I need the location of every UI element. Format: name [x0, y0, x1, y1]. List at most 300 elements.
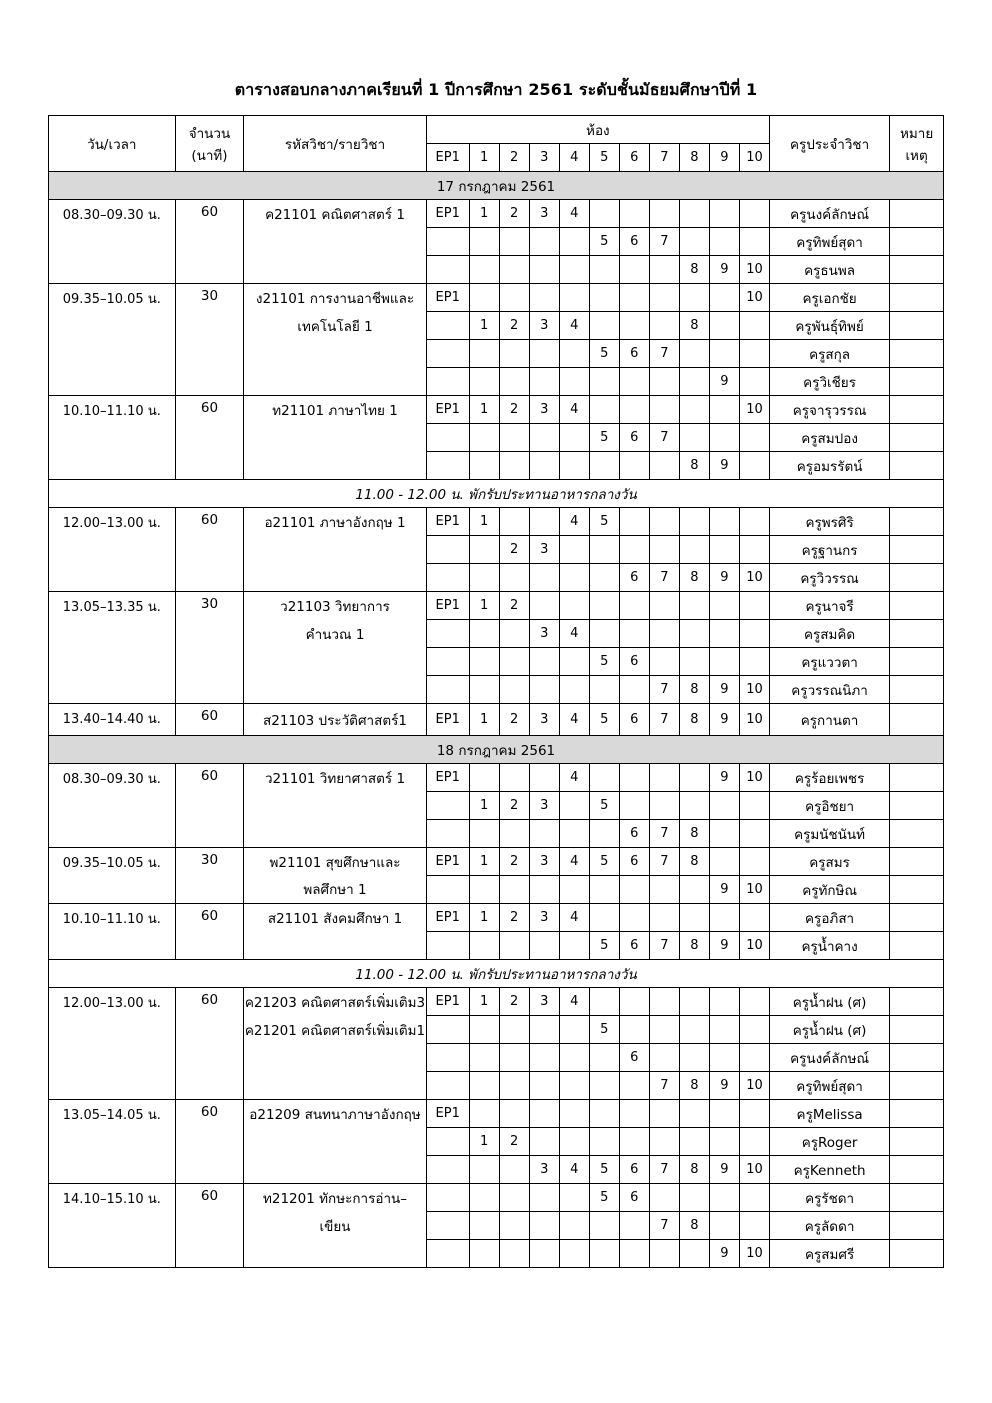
- cell-room-ep1: [426, 648, 469, 676]
- cell-room-2: 2: [499, 200, 529, 228]
- table-row: [49, 1100, 944, 1128]
- cell-room-2: [499, 1212, 529, 1240]
- cell-room-7: [649, 1184, 679, 1212]
- cell-subject: ค21203 คณิตศาสตร์เพิ่มเติม3: [244, 988, 426, 1016]
- cell-room-9: 9: [709, 704, 739, 736]
- table-row: [49, 396, 944, 424]
- cell-subject: ว21103 วิทยาการ: [244, 592, 426, 620]
- cell-subject: ค21101 คณิตศาสตร์ 1: [244, 200, 426, 228]
- col-day-time: วัน/เวลา: [49, 116, 176, 172]
- cell-time: 08.30–09.30 น.: [49, 764, 176, 848]
- cell-room-9: 9: [709, 764, 739, 792]
- cell-room-5: 5: [589, 424, 619, 452]
- cell-room-4: [559, 1100, 589, 1128]
- cell-room-7: [649, 536, 679, 564]
- cell-room-ep1: [426, 256, 469, 284]
- cell-room-4: [559, 368, 589, 396]
- cell-room-8: [679, 1184, 709, 1212]
- cell-note: [890, 312, 944, 340]
- cell-room-3: [529, 368, 559, 396]
- cell-room-6: [619, 256, 649, 284]
- cell-room-2: [499, 820, 529, 848]
- cell-room-6: [619, 452, 649, 480]
- cell-room-3: [529, 1128, 559, 1156]
- cell-room-4: [559, 536, 589, 564]
- cell-teacher: ครูวิวรรณ: [770, 564, 890, 592]
- cell-room-1: [469, 564, 499, 592]
- cell-room-6: [619, 200, 649, 228]
- cell-room-9: [709, 284, 739, 312]
- cell-note: [890, 1072, 944, 1100]
- cell-minutes: 60: [175, 200, 244, 284]
- cell-room-ep1: EP1: [426, 508, 469, 536]
- cell-subject: [244, 1128, 426, 1156]
- cell-subject: คำนวณ 1: [244, 620, 426, 648]
- cell-note: [890, 820, 944, 848]
- cell-room-6: [619, 396, 649, 424]
- cell-subject: ง21101 การงานอาชีพและ: [244, 284, 426, 312]
- cell-teacher: ครูฐานกร: [770, 536, 890, 564]
- cell-room-8: [679, 368, 709, 396]
- room-col-10: 10: [739, 144, 769, 172]
- cell-room-2: [499, 648, 529, 676]
- cell-subject: [244, 228, 426, 256]
- cell-note: [890, 848, 944, 876]
- day-header-row: [49, 736, 944, 764]
- cell-room-1: [469, 1100, 499, 1128]
- cell-room-10: [739, 1128, 769, 1156]
- cell-note: [890, 592, 944, 620]
- cell-room-5: 5: [589, 508, 619, 536]
- col-note: [890, 116, 944, 172]
- cell-room-8: 8: [679, 848, 709, 876]
- cell-room-3: [529, 228, 559, 256]
- cell-room-2: [499, 340, 529, 368]
- cell-room-9: [709, 1016, 739, 1044]
- cell-room-ep1: EP1: [426, 764, 469, 792]
- cell-room-10: 10: [739, 876, 769, 904]
- table-row: [49, 764, 944, 792]
- cell-room-5: 5: [589, 1184, 619, 1212]
- col-subject: รหัสวิชา/รายวิชา: [244, 116, 426, 172]
- cell-room-5: [589, 764, 619, 792]
- cell-room-8: 8: [679, 452, 709, 480]
- cell-note: [890, 1212, 944, 1240]
- cell-room-5: [589, 1100, 619, 1128]
- cell-room-5: [589, 536, 619, 564]
- cell-subject: [244, 676, 426, 704]
- col-minutes: [175, 116, 244, 172]
- cell-teacher: ครูวิเชียร: [770, 368, 890, 396]
- cell-room-5: [589, 1044, 619, 1072]
- cell-room-ep1: [426, 1212, 469, 1240]
- cell-room-3: 3: [529, 200, 559, 228]
- cell-minutes: 60: [175, 1100, 244, 1184]
- cell-room-7: 7: [649, 932, 679, 960]
- cell-room-3: [529, 932, 559, 960]
- cell-room-1: [469, 536, 499, 564]
- cell-room-2: [499, 1072, 529, 1100]
- cell-room-1: 1: [469, 904, 499, 932]
- cell-room-10: 10: [739, 564, 769, 592]
- cell-room-1: [469, 228, 499, 256]
- cell-room-3: [529, 1184, 559, 1212]
- cell-room-2: [499, 256, 529, 284]
- cell-room-1: [469, 1072, 499, 1100]
- cell-room-9: 9: [709, 676, 739, 704]
- cell-subject: [244, 564, 426, 592]
- cell-room-7: 7: [649, 1156, 679, 1184]
- cell-subject: [244, 536, 426, 564]
- cell-room-ep1: [426, 1184, 469, 1212]
- cell-room-9: [709, 648, 739, 676]
- cell-room-ep1: EP1: [426, 904, 469, 932]
- cell-room-2: [499, 452, 529, 480]
- cell-room-9: [709, 200, 739, 228]
- cell-room-4: [559, 1128, 589, 1156]
- cell-subject: เขียน: [244, 1212, 426, 1240]
- cell-room-9: 9: [709, 564, 739, 592]
- cell-room-2: [499, 424, 529, 452]
- cell-subject: [244, 1044, 426, 1072]
- cell-room-9: 9: [709, 368, 739, 396]
- cell-room-5: [589, 256, 619, 284]
- cell-room-6: 6: [619, 648, 649, 676]
- cell-room-5: 5: [589, 340, 619, 368]
- cell-room-1: [469, 368, 499, 396]
- cell-room-1: 1: [469, 312, 499, 340]
- cell-room-3: [529, 1016, 559, 1044]
- cell-note: [890, 620, 944, 648]
- cell-room-7: [649, 396, 679, 424]
- cell-room-1: [469, 284, 499, 312]
- cell-room-4: [559, 228, 589, 256]
- cell-room-7: [649, 312, 679, 340]
- cell-room-1: [469, 764, 499, 792]
- cell-subject: [244, 792, 426, 820]
- cell-note: [890, 1016, 944, 1044]
- cell-room-10: [739, 508, 769, 536]
- cell-room-ep1: [426, 228, 469, 256]
- cell-room-7: [649, 904, 679, 932]
- cell-room-6: [619, 284, 649, 312]
- cell-room-8: 8: [679, 932, 709, 960]
- cell-room-9: [709, 1044, 739, 1072]
- cell-room-ep1: EP1: [426, 200, 469, 228]
- cell-room-8: [679, 536, 709, 564]
- cell-room-3: [529, 1240, 559, 1268]
- cell-note: [890, 536, 944, 564]
- cell-room-9: [709, 792, 739, 820]
- cell-room-3: [529, 508, 559, 536]
- cell-room-6: 6: [619, 932, 649, 960]
- cell-room-6: [619, 1100, 649, 1128]
- cell-room-1: [469, 1184, 499, 1212]
- cell-room-4: [559, 1072, 589, 1100]
- table-row: [49, 592, 944, 620]
- room-col-8: 8: [679, 144, 709, 172]
- cell-room-2: 2: [499, 312, 529, 340]
- cell-room-ep1: EP1: [426, 1100, 469, 1128]
- cell-room-8: [679, 792, 709, 820]
- cell-minutes: 60: [175, 988, 244, 1100]
- cell-room-5: [589, 452, 619, 480]
- cell-room-6: 6: [619, 704, 649, 736]
- cell-note: [890, 228, 944, 256]
- cell-subject: ว21101 วิทยาศาสตร์ 1: [244, 764, 426, 792]
- cell-room-7: [649, 256, 679, 284]
- cell-subject: [244, 820, 426, 848]
- cell-teacher: ครูสมศรี: [770, 1240, 890, 1268]
- cell-room-5: [589, 988, 619, 1016]
- cell-room-9: 9: [709, 1072, 739, 1100]
- cell-room-9: [709, 396, 739, 424]
- cell-room-8: [679, 764, 709, 792]
- lunch-label: 11.00 - 12.00 น. พักรับประทานอาหารกลางวัน: [49, 960, 944, 988]
- cell-room-1: 1: [469, 1128, 499, 1156]
- cell-room-2: [499, 564, 529, 592]
- cell-room-8: 8: [679, 1156, 709, 1184]
- cell-room-7: [649, 988, 679, 1016]
- cell-room-1: [469, 876, 499, 904]
- cell-note: [890, 424, 944, 452]
- cell-room-3: [529, 820, 559, 848]
- cell-minutes: 60: [175, 904, 244, 960]
- cell-room-ep1: EP1: [426, 284, 469, 312]
- col-minutes-line1: จำนวน: [188, 125, 231, 142]
- cell-room-5: [589, 564, 619, 592]
- cell-time: 10.10–11.10 น.: [49, 396, 176, 480]
- cell-room-3: 3: [529, 704, 559, 736]
- cell-room-4: [559, 424, 589, 452]
- cell-room-9: [709, 1212, 739, 1240]
- cell-room-1: [469, 1212, 499, 1240]
- cell-room-8: [679, 424, 709, 452]
- cell-room-2: 2: [499, 592, 529, 620]
- cell-room-10: 10: [739, 676, 769, 704]
- cell-room-6: [619, 592, 649, 620]
- cell-room-5: [589, 396, 619, 424]
- cell-room-6: 6: [619, 340, 649, 368]
- cell-time: 08.30–09.30 น.: [49, 200, 176, 284]
- cell-subject: พ21101 สุขศึกษาและ: [244, 848, 426, 876]
- cell-room-1: [469, 820, 499, 848]
- cell-room-9: 9: [709, 1240, 739, 1268]
- cell-room-2: 2: [499, 536, 529, 564]
- cell-room-4: 4: [559, 1156, 589, 1184]
- cell-room-2: 2: [499, 792, 529, 820]
- cell-room-9: [709, 228, 739, 256]
- cell-room-3: 3: [529, 988, 559, 1016]
- cell-room-4: [559, 932, 589, 960]
- col-note-line2: เหตุ: [905, 147, 928, 164]
- cell-room-3: [529, 256, 559, 284]
- cell-note: [890, 256, 944, 284]
- cell-room-10: [739, 200, 769, 228]
- cell-room-10: [739, 1212, 769, 1240]
- cell-note: [890, 1044, 944, 1072]
- cell-room-ep1: [426, 368, 469, 396]
- cell-teacher: ครูน้ำฝน (ศ): [770, 1016, 890, 1044]
- cell-room-3: [529, 1044, 559, 1072]
- cell-subject: อ21101 ภาษาอังกฤษ 1: [244, 508, 426, 536]
- cell-room-10: [739, 340, 769, 368]
- cell-room-5: [589, 1128, 619, 1156]
- cell-teacher: ครูจารุวรรณ: [770, 396, 890, 424]
- cell-room-5: [589, 1240, 619, 1268]
- cell-room-ep1: EP1: [426, 396, 469, 424]
- cell-room-10: [739, 1044, 769, 1072]
- cell-room-9: [709, 1128, 739, 1156]
- cell-room-9: 9: [709, 256, 739, 284]
- cell-subject: [244, 340, 426, 368]
- cell-room-10: [739, 592, 769, 620]
- cell-room-3: [529, 676, 559, 704]
- cell-room-4: [559, 256, 589, 284]
- cell-room-1: 1: [469, 508, 499, 536]
- cell-minutes: 60: [175, 508, 244, 592]
- cell-room-2: [499, 876, 529, 904]
- cell-room-8: [679, 988, 709, 1016]
- cell-room-4: [559, 1044, 589, 1072]
- cell-room-ep1: [426, 1016, 469, 1044]
- cell-room-9: [709, 904, 739, 932]
- cell-note: [890, 396, 944, 424]
- cell-room-2: [499, 368, 529, 396]
- cell-room-5: 5: [589, 1016, 619, 1044]
- cell-teacher: ครูลัดดา: [770, 1212, 890, 1240]
- cell-room-5: [589, 676, 619, 704]
- cell-subject: [244, 932, 426, 960]
- cell-subject: [244, 256, 426, 284]
- cell-room-ep1: EP1: [426, 592, 469, 620]
- cell-room-6: [619, 312, 649, 340]
- cell-room-10: [739, 792, 769, 820]
- cell-room-4: 4: [559, 396, 589, 424]
- cell-room-7: 7: [649, 704, 679, 736]
- cell-room-ep1: [426, 1128, 469, 1156]
- cell-subject: [244, 424, 426, 452]
- cell-room-8: [679, 592, 709, 620]
- cell-note: [890, 200, 944, 228]
- cell-room-10: [739, 1184, 769, 1212]
- cell-note: [890, 792, 944, 820]
- cell-room-3: 3: [529, 848, 559, 876]
- cell-room-1: [469, 932, 499, 960]
- cell-time: 10.10–11.10 น.: [49, 904, 176, 960]
- cell-minutes: 30: [175, 592, 244, 704]
- cell-room-4: [559, 876, 589, 904]
- room-col-4: 4: [559, 144, 589, 172]
- cell-minutes: 30: [175, 284, 244, 396]
- cell-minutes: 30: [175, 848, 244, 904]
- cell-room-8: [679, 1016, 709, 1044]
- cell-room-ep1: [426, 1156, 469, 1184]
- cell-room-8: [679, 876, 709, 904]
- cell-room-4: 4: [559, 200, 589, 228]
- cell-time: 13.40–14.40 น.: [49, 704, 176, 736]
- cell-subject: ส21103 ประวัติศาสตร์1: [244, 704, 426, 736]
- cell-room-8: [679, 620, 709, 648]
- cell-room-1: [469, 1156, 499, 1184]
- cell-minutes: 60: [175, 764, 244, 848]
- cell-room-8: [679, 340, 709, 368]
- cell-teacher: ครูอมรรัตน์: [770, 452, 890, 480]
- cell-room-2: [499, 932, 529, 960]
- cell-teacher: ครูแววตา: [770, 648, 890, 676]
- cell-teacher: ครูพันธุ์ทิพย์: [770, 312, 890, 340]
- cell-room-6: [619, 988, 649, 1016]
- cell-time: 13.05–13.35 น.: [49, 592, 176, 704]
- cell-teacher: ครูเอกชัย: [770, 284, 890, 312]
- cell-room-10: [739, 648, 769, 676]
- cell-room-8: [679, 1100, 709, 1128]
- cell-room-7: [649, 792, 679, 820]
- cell-room-4: [559, 676, 589, 704]
- cell-room-1: [469, 1044, 499, 1072]
- cell-room-6: [619, 620, 649, 648]
- cell-room-5: [589, 200, 619, 228]
- cell-room-8: [679, 1128, 709, 1156]
- cell-teacher: ครูวรรณนิภา: [770, 676, 890, 704]
- cell-room-3: 3: [529, 792, 559, 820]
- cell-room-9: [709, 820, 739, 848]
- cell-room-10: 10: [739, 932, 769, 960]
- cell-subject: [244, 1156, 426, 1184]
- exam-schedule-table: [48, 115, 944, 1268]
- cell-room-1: [469, 1016, 499, 1044]
- cell-room-5: [589, 368, 619, 396]
- cell-room-5: [589, 284, 619, 312]
- table-row: [49, 1184, 944, 1212]
- cell-teacher: ครูMelissa: [770, 1100, 890, 1128]
- cell-room-10: [739, 424, 769, 452]
- cell-room-10: [739, 536, 769, 564]
- cell-room-4: 4: [559, 904, 589, 932]
- cell-room-5: 5: [589, 1156, 619, 1184]
- cell-room-4: [559, 592, 589, 620]
- cell-room-ep1: [426, 820, 469, 848]
- table-row: [49, 284, 944, 312]
- cell-room-7: 7: [649, 228, 679, 256]
- cell-room-7: 7: [649, 820, 679, 848]
- cell-room-1: 1: [469, 592, 499, 620]
- cell-room-ep1: EP1: [426, 988, 469, 1016]
- cell-room-ep1: [426, 876, 469, 904]
- cell-room-9: [709, 536, 739, 564]
- cell-room-10: 10: [739, 704, 769, 736]
- cell-teacher: ครูกานตา: [770, 704, 890, 736]
- cell-room-2: 2: [499, 704, 529, 736]
- cell-room-8: [679, 904, 709, 932]
- table-row: [49, 988, 944, 1016]
- cell-room-10: 10: [739, 764, 769, 792]
- lunch-row: [49, 960, 944, 988]
- cell-room-3: 3: [529, 536, 559, 564]
- cell-room-8: [679, 396, 709, 424]
- cell-room-2: [499, 284, 529, 312]
- cell-room-4: [559, 564, 589, 592]
- cell-room-6: 6: [619, 848, 649, 876]
- cell-time: 09.35–10.05 น.: [49, 284, 176, 396]
- cell-room-4: 4: [559, 988, 589, 1016]
- cell-note: [890, 876, 944, 904]
- cell-room-4: 4: [559, 704, 589, 736]
- cell-room-3: 3: [529, 1156, 559, 1184]
- cell-note: [890, 1240, 944, 1268]
- cell-room-7: [649, 452, 679, 480]
- cell-room-10: [739, 312, 769, 340]
